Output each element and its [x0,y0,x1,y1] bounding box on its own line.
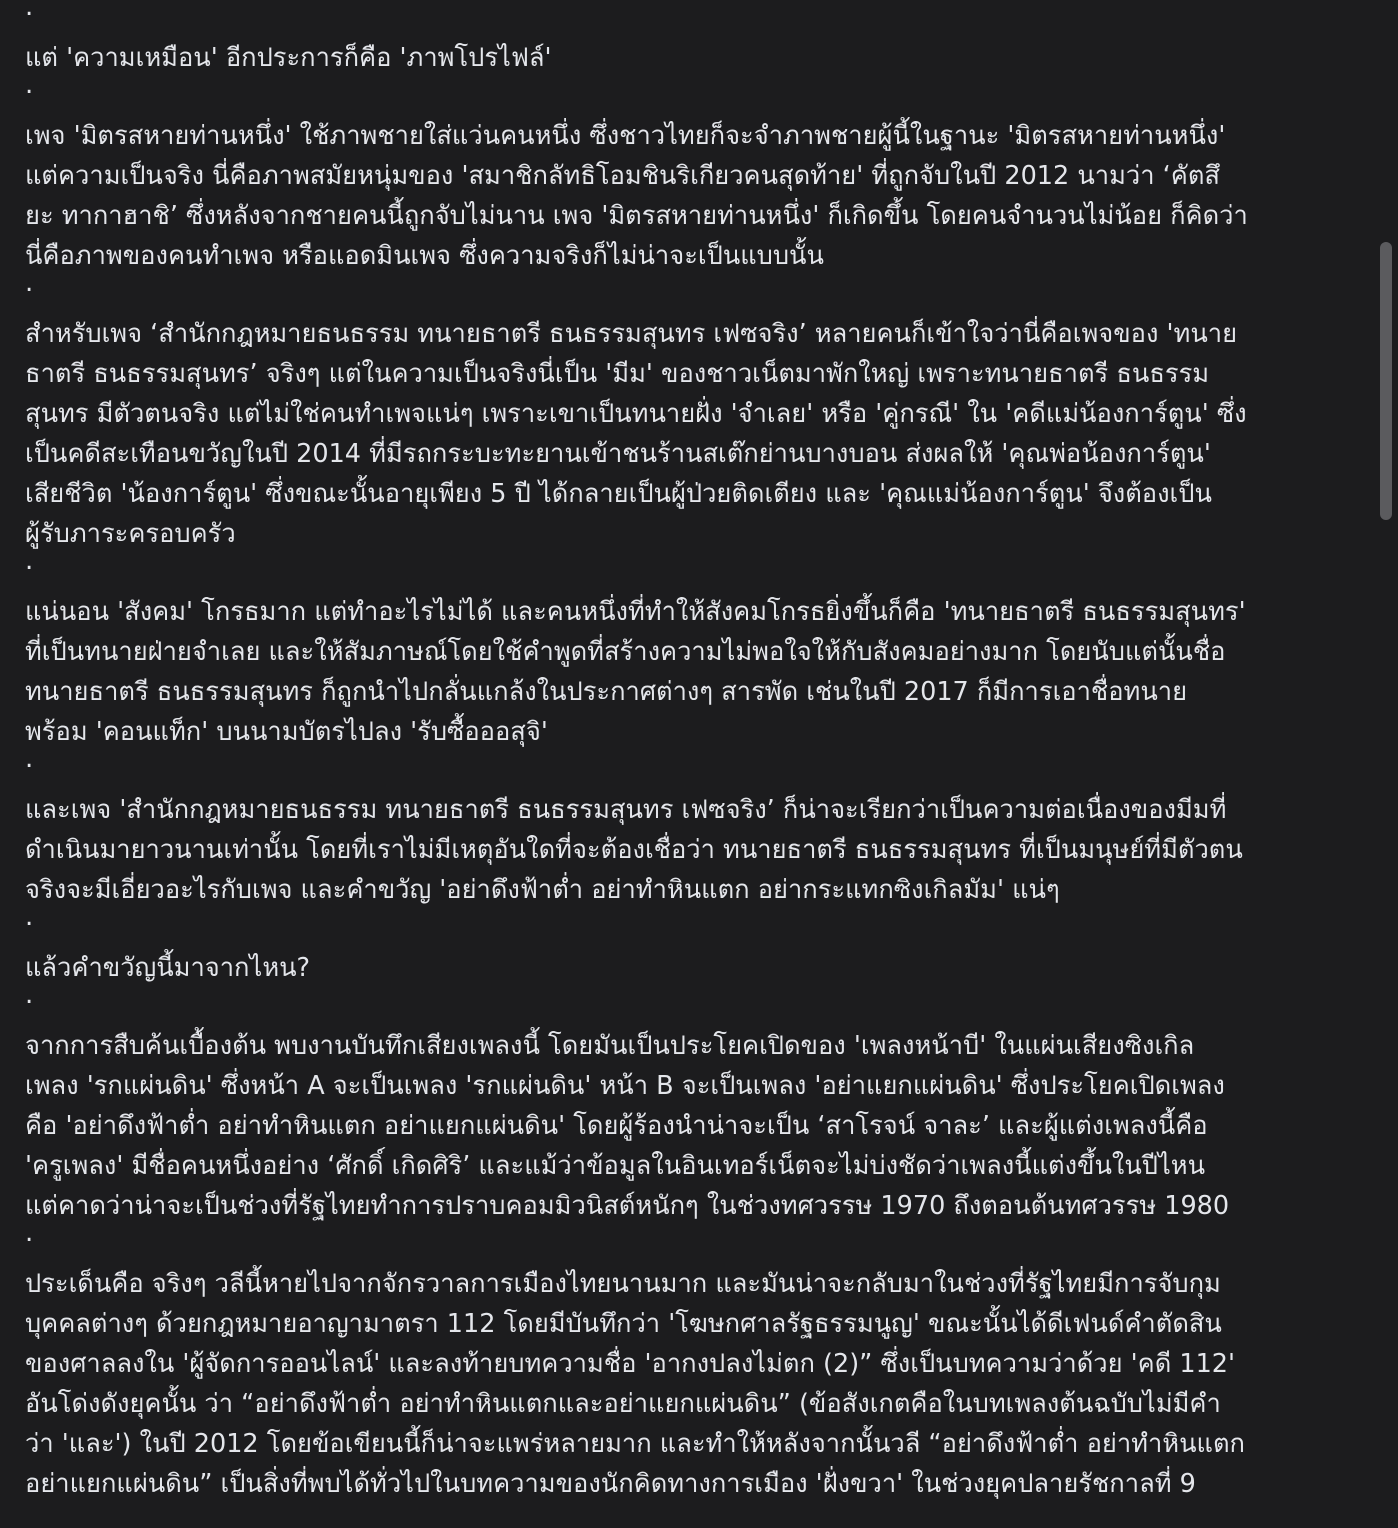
paragraph [25,592,1368,752]
paragraph [25,1026,1368,1226]
text-line: ผู้รับภาระครอบครัว [25,519,236,549]
text-line: อันโด่งดังยุคนั้น ว่า “อย่าดึงฟ้าต่ำ อย่าทำหินแตกและอย่าแยกแผ่นดิน” (ข้อสังเกตคือในบทเพลงต้นฉบับไม่มีคำ [25,1389,1221,1419]
separator-dot: . [25,70,34,100]
text-line: แล้วคำขวัญนี้มาจากไหน? [25,953,311,983]
text-line: แต่ความเป็นจริง นี่คือภาพสมัยหนุ่มของ 'สมาชิกลัทธิโอมชินริเกียวคนสุดท้าย' ที่ถูกจับในปี 2012 นามว่า ‘คัตสึ [25,161,1220,191]
paragraph [25,314,1368,554]
text-line: แต่คาดว่าน่าจะเป็นช่วงที่รัฐไทยทำการปราบคอมมิวนิสต์หนักๆ ในช่วงทศวรรษ 1970 ถึงตอนต้นทศวรรษ 1980 [25,1191,1230,1221]
separator-dot: . [25,980,34,1010]
text-line: ว่า 'และ') ในปี 2012 โดยข้อเขียนนี้ก็น่าจะแพร่หลายมาก และทำให้หลังจากนั้นวลี “อย่าดึงฟ้าต่ำ อย่าทำหินแตก [25,1429,1245,1459]
text-line: จริงจะมีเอี่ยวอะไรกับเพจ และคำขวัญ 'อย่าดึงฟ้าต่ำ อย่าทำหินแตก อย่ากระแทกซิงเกิลมัม' แน่ๆ [25,875,1060,905]
scrollbar[interactable] [1380,0,1392,1528]
paragraph [25,948,1368,988]
paragraph [25,1264,1368,1504]
text-line: คือ 'อย่าดึงฟ้าต่ำ อย่าทำหินแตก อย่าแยกแผ่นดิน' โดยผู้ร้องนำน่าจะเป็น ‘สาโรจน์ จาละ’ และผู้แต่งเพลงนี้คือ [25,1111,1208,1141]
text-line: ทนายธาตรี ธนธรรมสุนทร ก็ถูกนำไปกลั่นแกล้งในประกาศต่างๆ สารพัด เช่นในปี 2017 ก็มีการเอาชื่อทนาย [25,677,1188,707]
text-line: เป็นคดีสะเทือนขวัญในปี 2014 ที่มีรถกระบะทะยานเข้าชนร้านสเต๊กย่านบางบอน ส่งผลให้ 'คุณพ่อน้องการ์ตูน' [25,439,1211,469]
text-line: สำหรับเพจ ‘สำนักกฎหมายธนธรรม ทนายธาตรี ธนธรรมสุนทร เฟซจริง’ หลายคนก็เข้าใจว่านี่คือเพจของ 'ทนาย [25,319,1238,349]
text-line: 'ครูเพลง' มีชื่อคนหนึ่งอย่าง ‘ศักดิ์ เกิดศิริ’ และแม้ว่าข้อมูลในอินเทอร์เน็ตจะไม่บ่งชัดว่าเพลงนี้แต่งขึ้นในปีไหน [25,1151,1206,1181]
text-line: ธาตรี ธนธรรมสุนทร’ จริงๆ แต่ในความเป็นจริงนี่เป็น 'มีม' ของชาวเน็ตมาพักใหญ่ เพราะทนายธาตรี ธนธรรม [25,359,1210,389]
paragraph [25,116,1368,276]
text-line: พร้อม 'คอนแท็ก' บนนามบัตรไปลง 'รับซื้อออสุจิ' [25,717,548,747]
text-line: แต่ 'ความเหมือน' อีกประการก็คือ 'ภาพโปรไฟล์' [25,43,552,73]
text-line: ดำเนินมายาวนานเท่านั้น โดยที่เราไม่มีเหตุอันใดที่จะต้องเชื่อว่า ทนายธาตรี ธนธรรมสุนทร ที่เป็นมนุษย์ที่มีตัวตน [25,835,1243,865]
text-line: อย่าแยกแผ่นดิน” เป็นสิ่งที่พบได้ทั่วไปในบทความของนักคิดทางการเมือง 'ฝั่งขวา' ในช่วงยุคปลายรัชกาลที่ 9 [25,1469,1196,1499]
text-line: จากการสืบค้นเบื้องต้น พบงานบันทึกเสียงเพลงนี้ โดยมันเป็นประโยคเปิดของ 'เพลงหน้าบี' ในแผ่นเสียงซิงเกิล [25,1031,1195,1061]
text-line: เพจ 'มิตรสหายท่านหนึ่ง' ใช้ภาพชายใส่แว่นคนหนึ่ง ซึ่งชาวไทยก็จะจำภาพชายผู้นี้ในฐานะ 'มิตรสหายท่านหนึ่ง' [25,121,1226,151]
text-line: แน่นอน 'สังคม' โกรธมาก แต่ทำอะไรไม่ได้ และคนหนึ่งที่ทำให้สังคมโกรธยิ่งขึ้นก็คือ 'ทนายธาตรี ธนธรรมสุนทร' [25,597,1246,627]
text-line: ยะ ทากาฮาชิ’ ซึ่งหลังจากชายคนนี้ถูกจับไม่นาน เพจ 'มิตรสหายท่านหนึ่ง' ก็เกิดขึ้น โดยคนจำนวนไม่น้อย ก็คิดว่า [25,201,1248,231]
text-line: เสียชีวิต 'น้องการ์ตูน' ซึ่งขณะนั้นอายุเพียง 5 ปี ได้กลายเป็นผู้ป่วยติดเตียง และ 'คุณแม่น้องการ์ตูน' จึงต้องเป็น [25,479,1212,509]
separator-dot: . [25,744,34,774]
separator-dot: . [25,0,34,22]
text-line: เพลง 'รกแผ่นดิน' ซึ่งหน้า A จะเป็นเพลง 'รกแผ่นดิน' หน้า B จะเป็นเพลง 'อย่าแยกแผ่นดิน' ซึ่งประโยคเปิดเพลง [25,1071,1225,1101]
text-line: ของศาลลงใน 'ผู้จัดการออนไลน์' และลงท้ายบทความชื่อ 'อากงปลงไม่ตก (2)” ซึ่งเป็นบทความว่าด้วย 'คดี 112' [25,1349,1236,1379]
scrollbar-thumb[interactable] [1380,242,1392,520]
text-line: นี่คือภาพของคนทำเพจ หรือแอดมินเพจ ซึ่งความจริงก็ไม่น่าจะเป็นแบบนั้น [25,241,824,271]
separator-dot: . [25,1218,34,1248]
separator-dot: . [25,268,34,298]
separator-dot: . [25,902,34,932]
text-line: สุนทร มีตัวตนจริง แต่ไม่ใช่คนทำเพจแน่ๆ เพราะเขาเป็นทนายฝั่ง 'จำเลย' หรือ 'คู่กรณี' ใน 'คดีแม่น้องการ์ตูน' ซึ่ง [25,399,1247,429]
text-line: ประเด็นคือ จริงๆ วลีนี้หายไปจากจักรวาลการเมืองไทยนานมาก และมันน่าจะกลับมาในช่วงที่รัฐไทยมีการจับกุม [25,1269,1221,1299]
paragraph [25,38,1368,78]
text-line: บุคคลต่างๆ ด้วยกฎหมายอาญามาตรา 112 โดยมีบันทึกว่า 'โฆษกศาลรัฐธรรมนูญ' ขณะนั้นได้ดีเฟนด์คำตัดสิน [25,1309,1222,1339]
separator-dot: . [25,546,34,576]
text-line: และเพจ 'สำนักกฎหมายธนธรรม ทนายธาตรี ธนธรรมสุนทร เฟซจริง’ ก็น่าจะเรียกว่าเป็นความต่อเนื่องของมีมที่ [25,795,1227,825]
text-line: ที่เป็นทนายฝ่ายจำเลย และให้สัมภาษณ์โดยใช้คำพูดที่สร้างความไม่พอใจให้กับสังคมอย่างมาก โดยนับแต่นั้นชื่อ [25,637,1226,667]
paragraph [25,790,1368,910]
